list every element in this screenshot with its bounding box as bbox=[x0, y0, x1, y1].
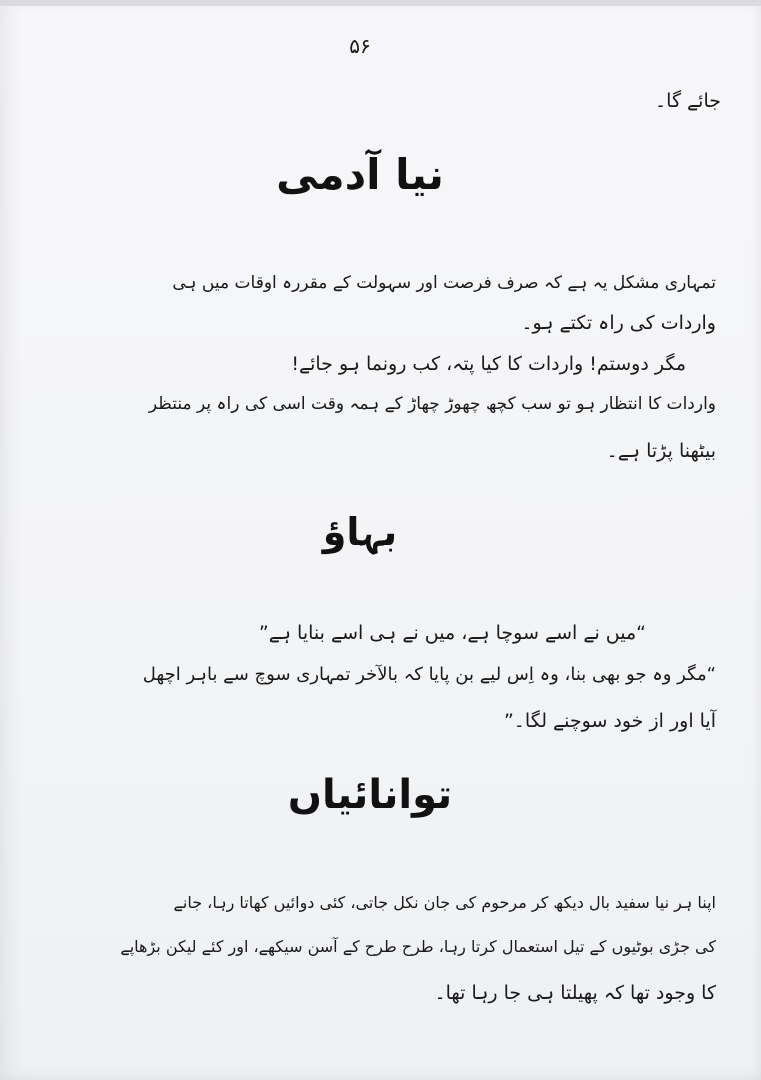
paragraph-line: کی جڑی بوٹیوں کے تیل استعمال کرتا رہا، طرح طرح کے آسن سیکھے، اور کئے لیکن بڑھاپے bbox=[120, 937, 716, 956]
paragraph-line: واردات کا انتظار ہو تو سب کچھ چھوڑ چھاڑ کے ہمہ وقت اسی کی راہ پر منتظر bbox=[148, 394, 716, 414]
paragraph-line: واردات کی راہ تکتے ہو۔ bbox=[521, 312, 716, 334]
paragraph-line: تمہاری مشکل یہ ہے کہ صرف فرصت اور سہولت کے مقررہ اوقات میں ہی bbox=[172, 273, 716, 293]
section-title-tawanaiyan: توانائیاں bbox=[287, 772, 453, 818]
paragraph-line: “میں نے اسے سوچا ہے، میں نے ہی اسے بنایا ہے” bbox=[258, 622, 646, 644]
paragraph-line: آیا اور از خود سوچنے لگا۔” bbox=[503, 710, 716, 732]
paragraph-line: اپنا ہر نیا سفید بال دیکھ کر مرحوم کی جان نکل جاتی، کئی دوائیں کھاتا رہا، جانے bbox=[173, 893, 716, 912]
paragraph-line: “مگر وہ جو بھی بنا، وہ اِس لیے بن پایا کہ بالآخر تمہاری سوچ سے باہر اچھل bbox=[142, 664, 716, 685]
section-title-bahao: بہاؤ bbox=[322, 510, 398, 554]
section-title-naya-aadmi: نیا آدمی bbox=[276, 150, 444, 199]
page-number: ۵۶ bbox=[349, 34, 371, 58]
paragraph-line: بیٹھنا پڑتا ہے۔ bbox=[606, 440, 716, 462]
paragraph-line: مگر دوستم! واردات کا کیا پتہ، کب رونما ہو جائے! bbox=[291, 353, 686, 375]
intro-line: جائے گا۔ bbox=[655, 90, 721, 112]
paragraph-line: کا وجود تھا کہ پھیلتا ہی جا رہا تھا۔ bbox=[434, 982, 716, 1004]
page-top-edge bbox=[0, 0, 761, 6]
